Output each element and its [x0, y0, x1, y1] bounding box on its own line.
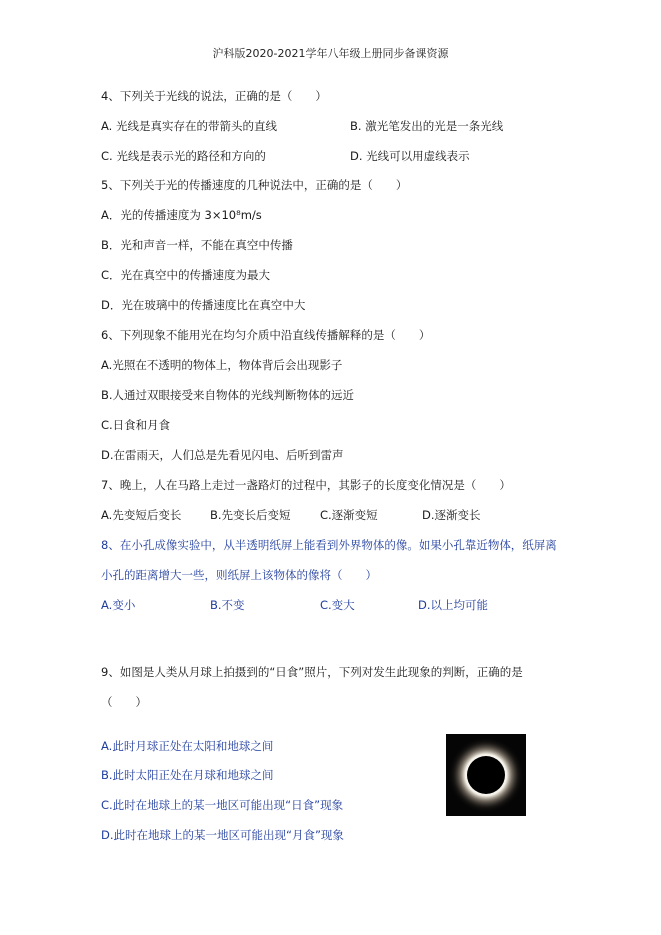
question-7-stem: 7、晚上，人在马路上走过一盏路灯的过程中，其影子的长度变化情况是（ ） [101, 478, 511, 492]
question-5-option-c: C．光在真空中的传播速度为最大 [101, 268, 271, 282]
question-5-option-b: B．光和声音一样，不能在真空中传播 [101, 238, 293, 252]
question-7-option-d: D.逐渐变长 [422, 508, 481, 522]
question-7-option-a: A.先变短后变长 [101, 508, 182, 522]
question-4-option-b: B. 激光笔发出的光是一条光线 [350, 119, 504, 133]
question-4-option-a: A. 光线是真实存在的带箭头的直线 [101, 119, 277, 133]
question-5-option-a: A．光的传播速度为 3×10⁸m/s [101, 208, 262, 222]
question-6-stem: 6、下列现象不能用光在均匀介质中沿直线传播解释的是（ ） [101, 328, 431, 342]
question-8-option-b: B.不变 [210, 598, 245, 612]
question-6-option-c: C.日食和月食 [101, 418, 171, 432]
page-header: 沪科版2020-2021学年八年级上册同步备课资源 [212, 47, 449, 60]
question-9-option-c: C.此时在地球上的某一地区可能出现“日食”现象 [101, 798, 344, 812]
question-9-stem-line-2: （ ） [101, 695, 147, 709]
moon-disc [467, 756, 505, 794]
question-8-option-d: D.以上均可能 [418, 598, 489, 612]
question-7-option-b: B.先变长后变短 [210, 508, 291, 522]
question-4-option-c: C. 光线是表示光的路径和方向的 [101, 149, 266, 163]
question-8-option-c: C.变大 [320, 598, 355, 612]
question-6-option-b: B.人通过双眼接受来自物体的光线判断物体的远近 [101, 388, 355, 402]
question-9-option-d: D.此时在地球上的某一地区可能出现“月食”现象 [101, 828, 344, 842]
question-5-stem: 5、下列关于光的传播速度的几种说法中，正确的是（ ） [101, 178, 408, 192]
solar-eclipse-image [446, 734, 526, 816]
question-7-option-c: C.逐渐变短 [320, 508, 378, 522]
question-6-option-d: D.在雷雨天，人们总是先看见闪电、后听到雷声 [101, 448, 344, 462]
question-5-option-d: D．光在玻璃中的传播速度比在真空中大 [101, 298, 306, 312]
question-8-stem-line-2: 小孔的距离增大一些，则纸屏上该物体的像将（ ） [101, 568, 377, 582]
question-8-stem-line-1: 8、在小孔成像实验中，从半透明纸屏上能看到外界物体的像。如果小孔靠近物体，纸屏离 [101, 538, 557, 552]
question-9-option-b: B.此时太阳正处在月球和地球之间 [101, 768, 274, 782]
question-8-option-a: A.变小 [101, 598, 136, 612]
question-4-stem: 4、下列关于光线的说法，正确的是（ ） [101, 89, 327, 103]
question-4-option-d: D. 光线可以用虚线表示 [350, 149, 470, 163]
question-9-option-a: A.此时月球正处在太阳和地球之间 [101, 739, 274, 753]
question-6-option-a: A.光照在不透明的物体上，物体背后会出现影子 [101, 358, 343, 372]
eclipse-corona-graphic [446, 734, 526, 816]
question-9-stem-line-1: 9、如图是人类从月球上拍摄到的“日食”照片，下列对发生此现象的判断，正确的是 [101, 665, 523, 679]
